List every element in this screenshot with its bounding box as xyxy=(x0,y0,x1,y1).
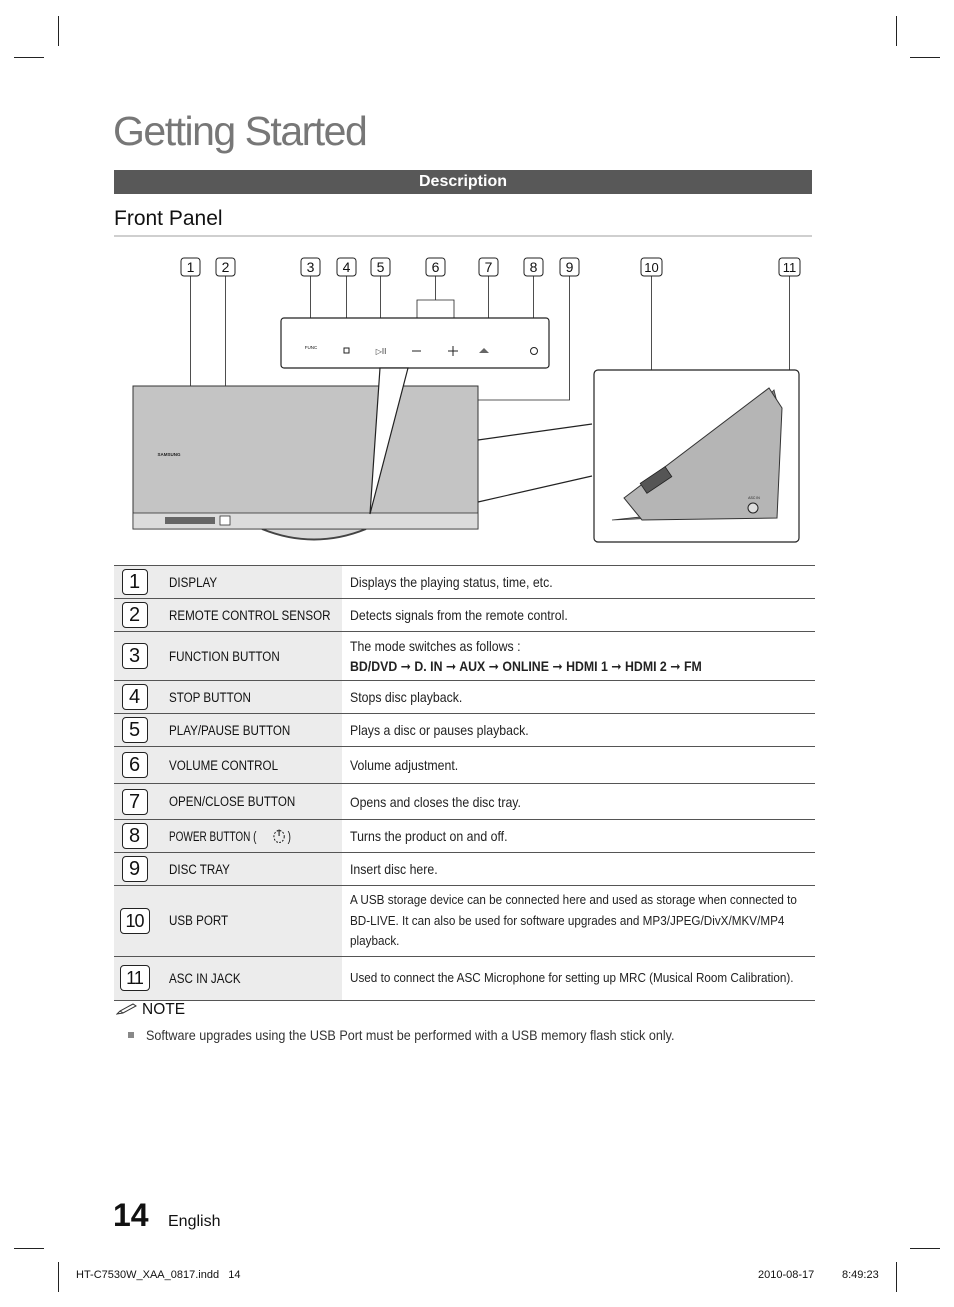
slug-time: 8:49:23 xyxy=(842,1269,879,1281)
svg-text:5: 5 xyxy=(376,259,385,275)
item-number: 1 xyxy=(122,569,148,595)
callout-2 xyxy=(216,258,235,276)
crop-mark xyxy=(910,57,940,58)
crop-mark xyxy=(14,57,44,58)
page-title: Getting Started xyxy=(113,108,367,154)
crop-mark xyxy=(58,16,59,46)
section-heading: Description xyxy=(114,170,812,194)
table-row xyxy=(114,714,815,747)
svg-text:1: 1 xyxy=(186,259,195,275)
crop-mark xyxy=(58,1262,59,1292)
svg-text:FUNC: FUNC xyxy=(304,345,318,350)
note-item: Software upgrades using the USB Port must be performed with a USB memory flash stick only. xyxy=(128,1027,733,1043)
item-name: DISPLAY xyxy=(169,574,218,590)
table-row xyxy=(114,956,815,1000)
table-row xyxy=(114,632,815,681)
item-name: OPEN/CLOSE BUTTON xyxy=(169,794,296,809)
crop-mark xyxy=(896,16,897,46)
callout-1 xyxy=(181,258,200,276)
slug-date: 2010-08-17 xyxy=(758,1269,815,1281)
svg-text:4: 4 xyxy=(342,259,351,275)
svg-text:9: 9 xyxy=(565,259,574,275)
page-language: English xyxy=(168,1213,221,1230)
item-name: VOLUME CONTROL xyxy=(169,757,279,773)
item-number: 8 xyxy=(122,823,148,849)
subsection-heading: Front Panel xyxy=(114,207,223,230)
table-row xyxy=(114,784,815,820)
slug-file: HT-C7530W_XAA_0817.indd 14 xyxy=(76,1269,241,1281)
callout-11 xyxy=(779,258,800,276)
item-number: 2 xyxy=(122,602,148,628)
crop-mark xyxy=(14,1248,44,1249)
table-row xyxy=(114,599,815,632)
item-number: 5 xyxy=(122,717,148,743)
callout-3 xyxy=(301,258,320,276)
item-description: Displays the playing status, time, etc. xyxy=(350,574,553,590)
callout-7 xyxy=(479,258,498,276)
svg-text:SAMSUNG: SAMSUNG xyxy=(157,452,181,457)
callout-8 xyxy=(524,258,543,276)
note-heading: NOTE xyxy=(116,1001,185,1019)
item-description: Volume adjustment. xyxy=(350,757,459,773)
front-panel-diagram xyxy=(114,250,814,550)
item-name: STOP BUTTON xyxy=(169,689,251,705)
item-number: 4 xyxy=(122,684,148,710)
svg-text:2: 2 xyxy=(221,259,230,275)
item-name: POWER BUTTON ( ) xyxy=(169,829,292,844)
description-table xyxy=(114,565,815,1001)
callout-4 xyxy=(337,258,356,276)
svg-text:ASC IN: ASC IN xyxy=(748,496,760,500)
item-number: 6 xyxy=(122,752,148,778)
callout-6 xyxy=(426,258,445,276)
item-number: 3 xyxy=(122,643,148,669)
crop-mark xyxy=(896,1262,897,1292)
svg-text:6: 6 xyxy=(431,259,440,275)
item-description: Detects signals from the remote control. xyxy=(350,607,568,623)
callout-5 xyxy=(371,258,390,276)
item-description: Insert disc here. xyxy=(350,861,438,877)
item-name: DISC TRAY xyxy=(169,861,230,877)
item-description: Opens and closes the disc tray. xyxy=(350,793,521,810)
pencil-icon xyxy=(116,1002,138,1016)
item-name: USB PORT xyxy=(169,913,229,929)
heading-rule xyxy=(114,235,812,237)
item-description: Turns the product on and off. xyxy=(350,828,508,844)
svg-text:▷II: ▷II xyxy=(375,347,387,356)
item-description: Used to connect the ASC Microphone for setting up MRC (Musical Room Calibration). xyxy=(350,969,794,985)
item-description: A USB storage device can be connected here and used as storage when connected to BD-LIVE. It can also be used for software upgrades and MP3/JPEG/DivX/MKV/MP4 playback. xyxy=(350,892,797,948)
item-number: 10 xyxy=(120,908,150,934)
function-mode-sequence: BD/DVD ➞ D. IN ➞ AUX ➞ ONLINE ➞ HDMI 1 ➞ HDMI 2 ➞ FM xyxy=(350,658,702,674)
page-number: 14 xyxy=(113,1197,149,1233)
item-description: The mode switches as follows : xyxy=(350,638,521,654)
item-description: Stops disc playback. xyxy=(350,689,463,705)
item-name: PLAY/PAUSE BUTTON xyxy=(169,722,291,738)
svg-text:8: 8 xyxy=(529,259,538,275)
crop-mark xyxy=(910,1248,940,1249)
item-number: 9 xyxy=(122,856,148,882)
svg-text:3: 3 xyxy=(306,259,315,275)
callout-10 xyxy=(641,258,662,276)
svg-text:7: 7 xyxy=(484,259,493,275)
item-name: ASC IN JACK xyxy=(169,970,241,986)
bullet-icon xyxy=(128,1032,134,1038)
item-description: Plays a disc or pauses playback. xyxy=(350,722,529,738)
callout-9 xyxy=(560,258,579,276)
svg-text:10: 10 xyxy=(644,260,659,275)
table-row xyxy=(114,886,815,957)
table-row xyxy=(114,820,815,853)
svg-text:11: 11 xyxy=(782,260,797,275)
power-icon xyxy=(272,828,286,844)
item-name: FUNCTION BUTTON xyxy=(169,648,280,664)
item-name: REMOTE CONTROL SENSOR xyxy=(169,607,331,623)
table-row xyxy=(114,747,815,784)
item-number: 11 xyxy=(120,965,150,991)
item-number: 7 xyxy=(122,789,148,815)
table-row xyxy=(114,566,815,599)
table-row xyxy=(114,853,815,886)
table-row xyxy=(114,681,815,714)
